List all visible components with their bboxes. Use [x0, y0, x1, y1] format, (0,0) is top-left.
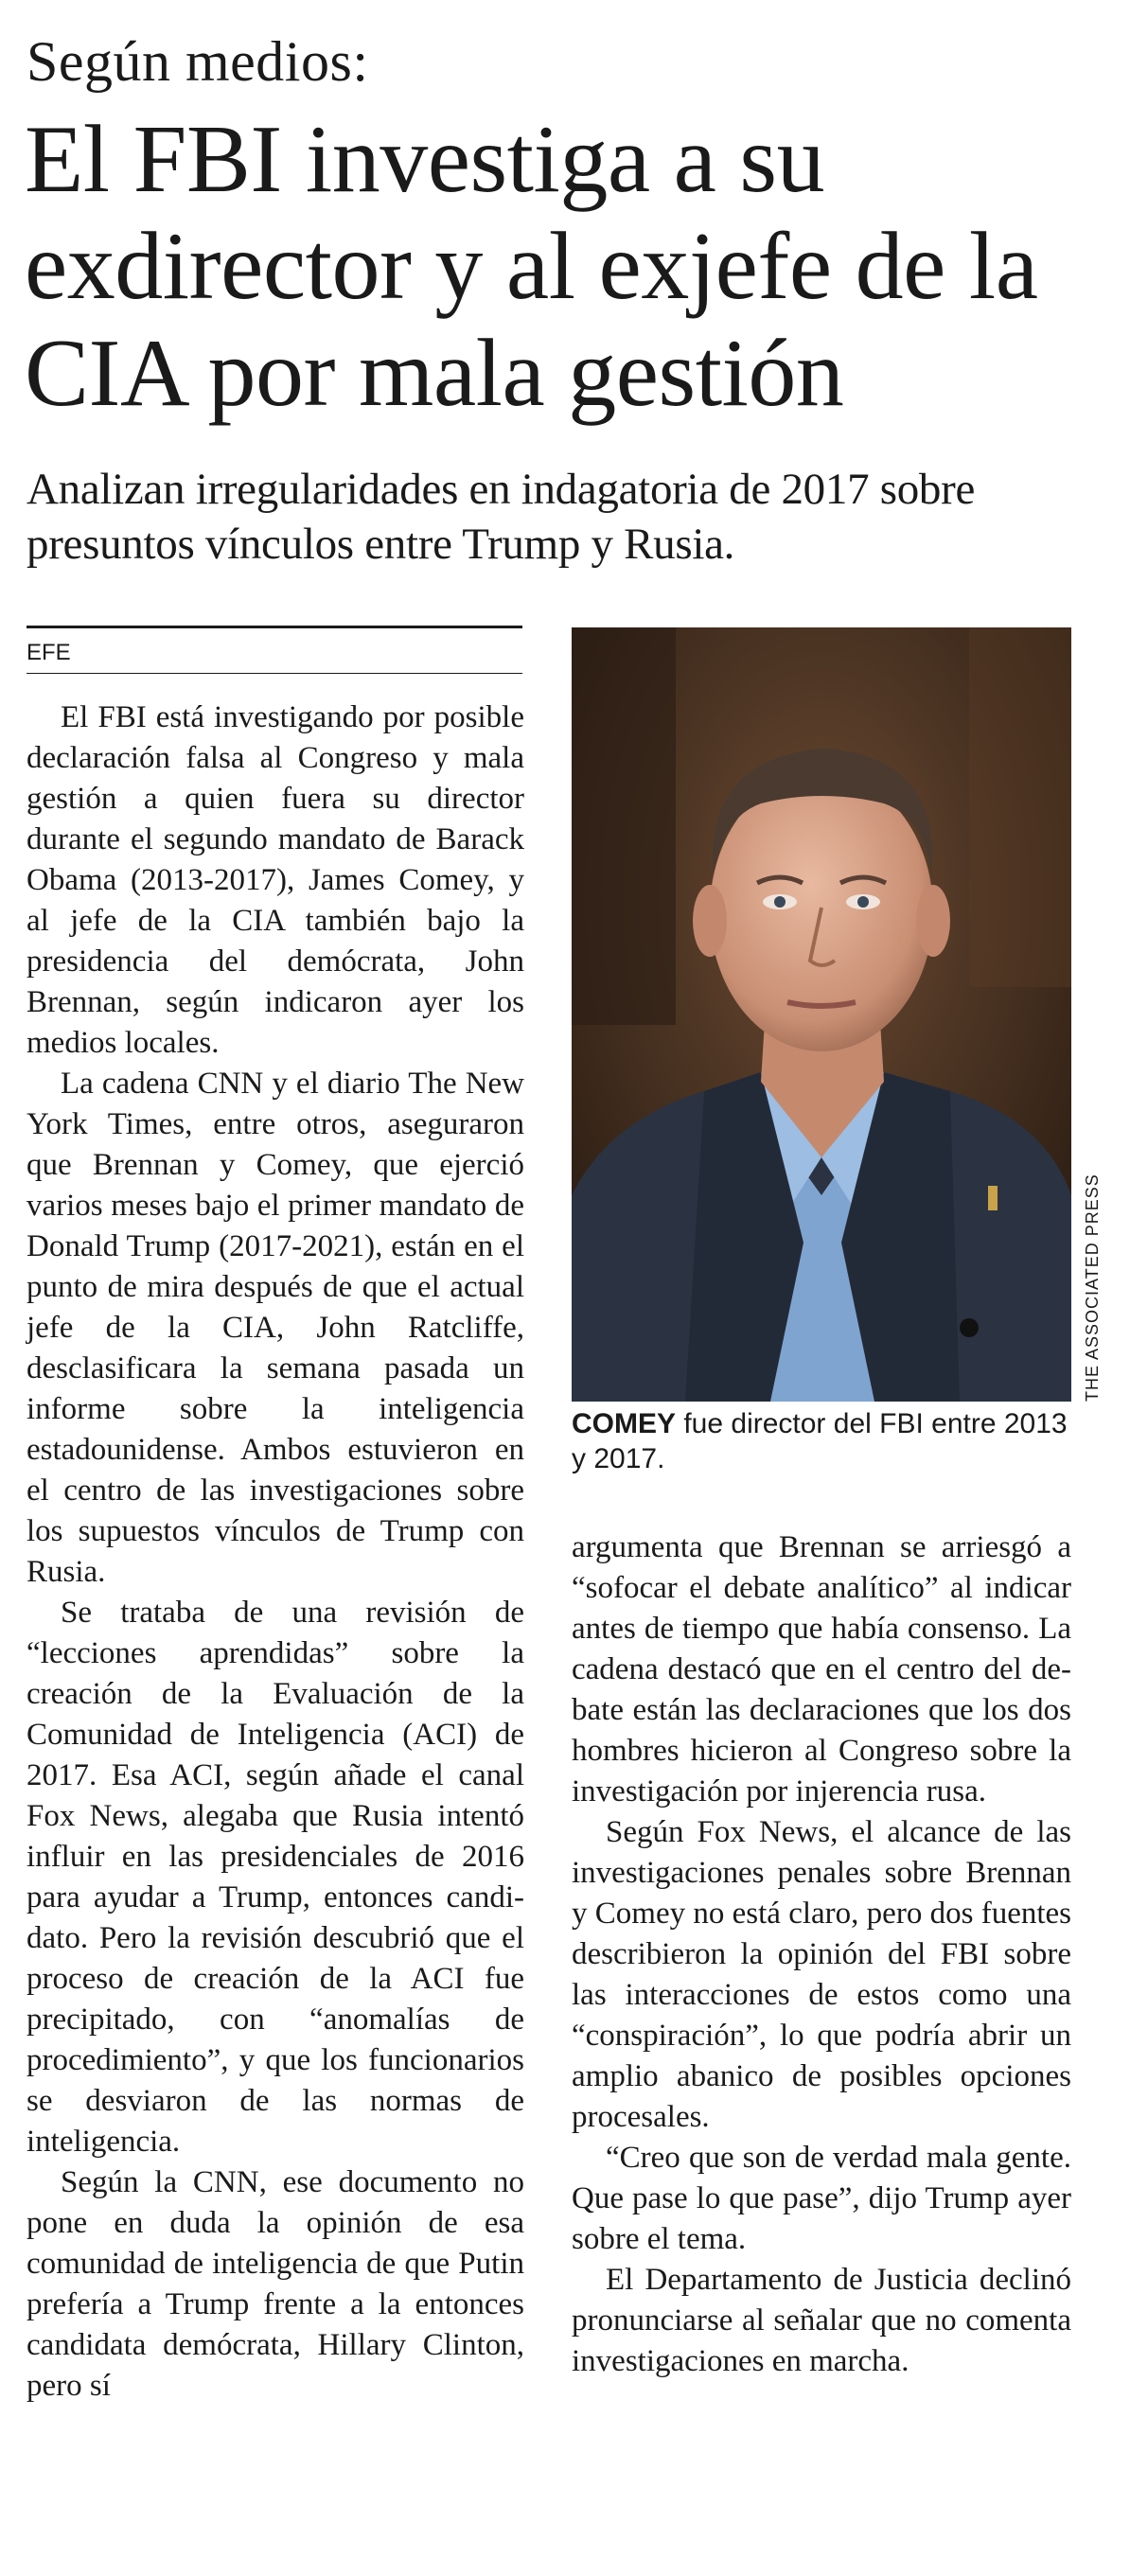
- paragraph: argumenta que Brennan se arriesgó a “sofocar el debate analítico” al indicar antes de tiempo que había consenso. La cadena destacó que en el centro del debate están las declaraciones que los dos hombres hicieron al Congreso sobre la investigación por injerencia rusa.: [572, 1530, 1071, 1808]
- right-column: [572, 1527, 1071, 2382]
- source-byline: EFE: [26, 640, 71, 665]
- caption-text: fue director del FBI entre 2013 y 2017.: [572, 1408, 1068, 1474]
- subheadline: Analizan irregularidades en indagatoria de 2017 sobre presuntos vínculos entre Trump y Rusia.: [26, 465, 976, 569]
- headline: El FBI investiga a su exdirector y al exjefe de la CIA por mala gestión: [25, 106, 1038, 427]
- paragraph: Se trataba de una revisión de “lecciones aprendidas” sobre la creación de la Evaluación de la Comunidad de Inteligencia (ACI) de 2017. Esa ACI, según añade el canal Fox News, alegaba que Rusia intentó influir en las presidenciales de 2016 para ayudar a Trump, entonces candidato. Pero la revisión descubrió que el proceso de creación de la ACI fue precipitado, con “anomalías de procedimiento”, y que los funcionarios se desviaron de las normas de inteligencia.: [26, 1596, 524, 2159]
- paragraph: “Creo que son de verdad mala gente. Que pase lo que pase”, dijo Trump ayer sobre el tema.: [572, 2141, 1071, 2256]
- paragraph: Según la CNN, ese documento no pone en duda la opinión de esa comunidad de inteligencia de que Putin prefería a Trump frente a la entonces candidata demócrata, Hillary Clinton, pero sí: [26, 2165, 524, 2403]
- photo-credit: THE ASSOCIATED PRESS: [1083, 1173, 1102, 1402]
- paragraph: La cadena CNN y el diario The New York Times, entre otros, aseguraron que Brennan y Comey, que ejerció varios meses bajo el primer mandato de Donald Trump (2017-2021), están en el punto de mira después de que el actual jefe de la CIA, John Ratcliffe, desclasificara la semana pasada un informe sobre la inteligencia estadounidense. Ambos estuvieron en el centro de las investigaciones sobre los supuestos vínculos de Trump con Rusia.: [26, 1067, 524, 1589]
- paragraph: El Departamento de Justicia declinó pronunciarse al señalar que no comenta investigaciones en marcha.: [572, 2263, 1071, 2378]
- top-rule: [26, 626, 522, 628]
- bottom-rule: [26, 673, 522, 674]
- left-column: [26, 697, 524, 2407]
- kicker: Según medios:: [26, 30, 369, 93]
- caption-lead: COMEY: [572, 1408, 677, 1439]
- photo-caption: [572, 1406, 1075, 1476]
- paragraph: El FBI está investigando por posible declaración falsa al Congreso y mala gestión a quien fuera su director durante el segundo mandato de Barack Obama (2013-2017), James Comey, y al jefe de la CIA también bajo la presidencia del demócrata, John Brennan, según indicaron ayer los medios locales.: [26, 700, 524, 1060]
- comey-photo: [572, 627, 1071, 1402]
- paragraph: Según Fox News, el alcance de las investigaciones penales sobre Brennan y Comey no está claro, pero dos fuentes describieron la opinión del FBI sobre las interacciones de estos como una “conspiración”, lo que podría abrir un amplio abanico de posibles opciones procesales.: [572, 1815, 1071, 2134]
- portrait-illustration: [572, 627, 1071, 1402]
